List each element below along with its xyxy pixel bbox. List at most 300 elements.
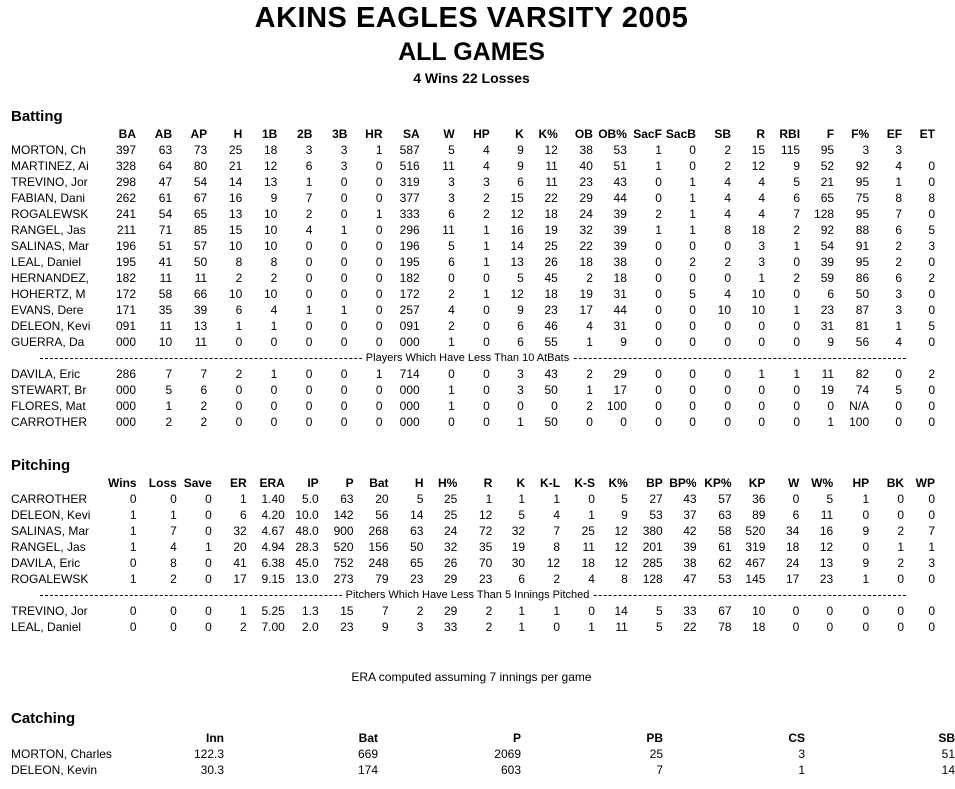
table-row [0, 398, 935, 414]
player-name: MARTINEZ, Ai [11, 159, 89, 173]
stat-cell: 10 [158, 335, 173, 349]
stat-cell: 0 [340, 255, 348, 269]
column-header: EF [886, 127, 903, 141]
stat-cell: 24 [785, 556, 800, 570]
stat-cell: 37 [683, 508, 697, 522]
stat-cell: 0 [655, 191, 662, 205]
stat-cell: 0 [895, 399, 903, 413]
table-row [0, 206, 935, 222]
separator-label: Players Which Have Less Than 10 AtBats [362, 352, 573, 364]
column-header: Loss [148, 476, 177, 490]
stat-cell: 50 [855, 287, 870, 301]
stat-cell: 262 [115, 191, 136, 205]
stat-cell: 3 [862, 143, 870, 157]
column-header: P [345, 476, 354, 490]
stat-cell: 196 [399, 239, 420, 253]
stat-cell: 52 [820, 159, 835, 173]
stat-cell: 0 [897, 492, 905, 506]
stat-cell: 17 [233, 572, 247, 586]
stat-cell: 0 [689, 303, 696, 317]
stat-cell: 5 [165, 383, 173, 397]
player-name: DELEON, Kevi [11, 319, 91, 333]
stat-cell: 30.3 [200, 763, 224, 777]
stat-cell: 81 [855, 319, 870, 333]
stat-cell: 19 [544, 223, 558, 237]
stat-cell: 5.0 [301, 492, 319, 506]
player-name: MORTON, Ch [11, 143, 86, 157]
stat-cell: 0 [655, 271, 662, 285]
stat-cell: 23 [340, 620, 354, 634]
stat-cell: 1 [586, 383, 593, 397]
stat-cell: 319 [745, 540, 766, 554]
stat-cell: 0 [862, 540, 870, 554]
stat-cell: 43 [613, 175, 627, 189]
stat-cell: 285 [642, 556, 663, 570]
batting-header-row [0, 126, 935, 142]
stat-cell: 11 [545, 159, 558, 173]
stat-cell: 3 [517, 383, 524, 397]
stat-cell: 1 [553, 492, 561, 506]
column-header: SA [403, 127, 420, 141]
stat-cell: 1 [655, 223, 662, 237]
pitching-table [0, 475, 935, 635]
stat-cell: 1 [895, 175, 903, 189]
stat-cell: 58 [158, 287, 173, 301]
stat-cell: 3 [340, 143, 348, 157]
stat-cell: 0 [340, 287, 348, 301]
era-note: ERA computed assuming 7 innings per game [351, 670, 592, 684]
stat-cell: 50 [544, 383, 558, 397]
stat-cell: 0 [793, 399, 801, 413]
stat-cell: 31 [613, 287, 627, 301]
stat-cell: 24 [579, 207, 593, 221]
stat-cell: 1 [170, 508, 177, 522]
stat-cell: 6 [827, 287, 835, 301]
stat-cell: 2 [793, 223, 801, 237]
column-header: BP [646, 476, 663, 490]
player-name: EVANS, Dere [11, 303, 84, 317]
player-name: DAVILA, Eric [11, 367, 81, 381]
stat-cell: 72 [478, 524, 493, 538]
stat-cell: 3 [340, 159, 348, 173]
stat-cell: 0 [758, 399, 765, 413]
table-row [0, 366, 935, 382]
stat-cell: 1 [448, 335, 455, 349]
stat-cell: 7 [553, 524, 561, 538]
stat-cell: 12 [263, 159, 278, 173]
stat-cell: 0 [862, 620, 870, 634]
stat-cell: 44 [613, 303, 627, 317]
stat-cell: 0 [375, 159, 383, 173]
stat-cell: 18 [613, 271, 627, 285]
stat-cell: 18 [263, 143, 278, 157]
stat-cell: 1 [375, 207, 383, 221]
stat-cell: 47 [158, 175, 173, 189]
stat-cell: 1 [129, 540, 137, 554]
column-header: Save [183, 476, 212, 490]
stat-cell: 54 [158, 207, 173, 221]
column-header: BA [118, 127, 136, 141]
column-header: W [787, 476, 800, 490]
table-row [0, 158, 935, 174]
stat-cell: 9 [517, 159, 524, 173]
table-row [0, 555, 935, 571]
stat-cell: 32 [511, 524, 526, 538]
column-header: Inn [206, 731, 224, 745]
stat-cell: 0 [928, 620, 935, 634]
stat-cell: 0 [483, 367, 490, 381]
column-header: SacB [665, 127, 696, 141]
column-header: PB [646, 731, 663, 745]
stat-cell: 5 [448, 143, 455, 157]
stat-cell: 0 [928, 572, 935, 586]
stat-cell: 171 [115, 303, 136, 317]
stat-cell: 35 [478, 540, 493, 554]
stat-cell: 1 [270, 319, 278, 333]
stat-cell: 0 [689, 159, 696, 173]
stat-cell: 0 [448, 271, 455, 285]
stat-cell: 11 [582, 540, 595, 554]
stat-cell: 1 [240, 492, 247, 506]
report-subtitle: ALL GAMES [398, 38, 545, 66]
stat-cell: 39 [613, 223, 627, 237]
column-header: HP [473, 127, 490, 141]
column-header: BK [886, 476, 905, 490]
stat-cell: 91 [855, 239, 870, 253]
stat-cell: 333 [399, 207, 420, 221]
stat-cell: 4.94 [261, 540, 285, 554]
column-header: K% [538, 127, 558, 141]
stat-cell: 2 [724, 255, 731, 269]
stat-cell: 88 [855, 223, 870, 237]
column-header: HR [365, 127, 383, 141]
stat-cell: 195 [399, 255, 420, 269]
stat-cell: 0 [375, 319, 383, 333]
stat-cell: 4 [895, 159, 903, 173]
stat-cell: 196 [115, 239, 136, 253]
stat-cell: 0 [305, 399, 313, 413]
stat-cell: 2 [485, 620, 493, 634]
stat-cell: 10 [228, 287, 243, 301]
stat-cell: 1 [235, 319, 243, 333]
stat-cell: 0 [129, 492, 137, 506]
stat-cell: 11 [442, 159, 455, 173]
stat-cell: 82 [855, 367, 870, 381]
stat-cell: 0 [655, 319, 662, 333]
stat-cell: 4 [270, 303, 278, 317]
column-header: H [414, 476, 424, 490]
stat-cell: 4 [895, 335, 903, 349]
stat-cell: 100 [606, 399, 627, 413]
stat-cell: 32 [444, 540, 458, 554]
stat-cell: 13 [193, 319, 208, 333]
stat-cell: 15 [510, 191, 524, 205]
stat-cell: 62 [718, 556, 732, 570]
stat-cell: 0 [483, 415, 490, 429]
stat-cell: 14 [941, 763, 955, 777]
stat-cell: 1 [588, 620, 595, 634]
stat-cell: 122.3 [193, 747, 224, 761]
stat-cell: 6 [448, 255, 455, 269]
stat-cell: 11 [821, 367, 835, 381]
stat-cell: 0 [205, 620, 212, 634]
stat-cell: 0 [305, 255, 313, 269]
stat-cell: 380 [642, 524, 663, 538]
stat-cell: 000 [399, 415, 420, 429]
stat-cell: 319 [399, 175, 420, 189]
stat-cell: 0 [724, 399, 731, 413]
stat-cell: 0 [340, 415, 348, 429]
stat-cell: 12 [510, 287, 524, 301]
stat-cell: 92 [820, 223, 835, 237]
stat-cell: 9 [621, 508, 628, 522]
table-row [0, 222, 935, 238]
column-header: BP% [669, 476, 697, 490]
stat-cell: 4 [724, 207, 731, 221]
player-name: MORTON, Charles [11, 747, 112, 761]
stat-cell: 18 [581, 556, 595, 570]
stat-cell: 0 [483, 335, 490, 349]
column-header: SacF [633, 127, 662, 141]
stat-cell: 115 [780, 143, 801, 157]
stat-cell: 0 [689, 239, 696, 253]
stat-cell: 22 [544, 191, 558, 205]
stat-cell: 2 [170, 572, 177, 586]
stat-cell: 18 [544, 287, 558, 301]
stat-cell: 0 [375, 383, 383, 397]
stat-cell: 296 [399, 223, 420, 237]
stat-cell: 1 [305, 175, 313, 189]
stat-cell: 0 [655, 335, 662, 349]
stat-cell: 2 [448, 319, 455, 333]
stat-cell: 9.15 [261, 572, 285, 586]
stat-cell: 1 [793, 303, 801, 317]
player-name: DELEON, Kevin [11, 763, 98, 777]
stat-cell: 17 [785, 572, 800, 586]
stat-cell: 0 [586, 415, 593, 429]
stat-cell: 39 [683, 540, 697, 554]
stat-cell: 0 [724, 319, 731, 333]
player-name: SALINAS, Mar [11, 524, 90, 538]
stat-cell: 1 [485, 492, 493, 506]
catching-heading: Catching [11, 710, 76, 727]
stat-cell: 30 [511, 556, 526, 570]
stat-cell: 8 [270, 255, 278, 269]
stat-cell: 0 [689, 335, 696, 349]
player-name: FLORES, Mat [11, 399, 86, 413]
stat-cell: 20 [375, 492, 389, 506]
pitching-heading: Pitching [11, 457, 71, 474]
stat-cell: 4 [483, 143, 490, 157]
stat-cell: 4 [724, 287, 731, 301]
stat-cell: 18 [785, 540, 800, 554]
column-header: AB [154, 127, 173, 141]
stat-cell: 195 [115, 255, 136, 269]
stat-cell: 2 [793, 271, 801, 285]
stat-cell: 8 [553, 540, 561, 554]
stat-cell: 3 [448, 191, 455, 205]
stat-cell: 2 [200, 415, 208, 429]
stat-cell: 1 [798, 763, 805, 777]
stat-cell: 0 [483, 319, 490, 333]
stat-cell [902, 142, 935, 158]
stat-cell: 0 [793, 415, 801, 429]
stat-cell: 80 [193, 159, 208, 173]
stat-cell: 67 [193, 191, 208, 205]
stat-cell: 17 [613, 383, 627, 397]
stat-cell: 50 [410, 540, 424, 554]
stat-cell: 0 [170, 620, 177, 634]
stat-cell: 29 [579, 191, 593, 205]
column-header: ERA [259, 476, 285, 490]
player-name: CARROTHER [11, 492, 88, 506]
stat-cell: 0 [235, 383, 243, 397]
stat-cell: 55 [544, 335, 558, 349]
stat-cell: 4 [553, 508, 561, 522]
column-header: HP [852, 476, 870, 490]
table-row [0, 619, 935, 635]
stat-cell: 13 [228, 207, 243, 221]
stat-cell: 25 [228, 143, 243, 157]
stat-cell: 201 [642, 540, 663, 554]
stat-cell: 5 [928, 319, 935, 333]
stat-cell: 8 [170, 556, 177, 570]
stat-cell: 1 [518, 620, 526, 634]
stat-cell: 39 [613, 239, 627, 253]
column-header: ER [230, 476, 247, 490]
stat-cell: 56 [855, 335, 870, 349]
stat-cell: 12 [544, 143, 558, 157]
stat-cell: 36 [752, 492, 766, 506]
stat-cell: 7 [170, 524, 177, 538]
stat-cell: 000 [399, 335, 420, 349]
stat-cell: 65 [193, 207, 208, 221]
stat-cell: 0 [553, 620, 561, 634]
stat-cell: 51 [941, 747, 955, 761]
stat-cell: 128 [814, 207, 835, 221]
stat-cell: 9 [862, 556, 870, 570]
stat-cell: 0 [340, 207, 348, 221]
stat-cell: 31 [820, 319, 835, 333]
table-row [0, 746, 955, 762]
column-header: W [443, 127, 455, 141]
stat-cell: 1 [758, 271, 765, 285]
stat-cell: 61 [158, 191, 173, 205]
stat-cell: 0 [793, 287, 801, 301]
column-header: R [483, 476, 493, 490]
column-header: 3B [332, 127, 348, 141]
stat-cell: 5 [518, 508, 526, 522]
stat-cell: 29 [613, 367, 627, 381]
stat-cell: 0 [689, 399, 696, 413]
stat-cell: 3 [305, 143, 313, 157]
stat-cell: 1 [895, 319, 903, 333]
stat-cell: 0 [793, 335, 801, 349]
stat-cell: 1 [270, 367, 278, 381]
stat-cell: 0 [340, 383, 348, 397]
stat-cell: 268 [368, 524, 389, 538]
stat-cell: 5 [928, 223, 935, 237]
stat-cell: 0 [928, 415, 935, 429]
stat-cell: 9 [381, 620, 389, 634]
stat-cell: 2 [483, 191, 490, 205]
stat-cell: 1 [518, 604, 526, 618]
stat-cell: 41 [158, 255, 173, 269]
column-header: F [826, 127, 835, 141]
stat-cell: 2 [305, 207, 313, 221]
stat-cell: 0 [689, 367, 696, 381]
column-header: K [516, 476, 526, 490]
stat-cell: 0 [724, 367, 731, 381]
stat-cell: 0 [340, 367, 348, 381]
stat-cell: 63 [718, 508, 732, 522]
stat-cell: 0 [655, 239, 662, 253]
stat-cell: 0 [689, 319, 696, 333]
stat-cell: 9 [517, 143, 524, 157]
stat-cell: 7.00 [261, 620, 285, 634]
stat-cell: 10.0 [295, 508, 319, 522]
stat-cell: 0 [483, 271, 490, 285]
stat-cell: 10 [263, 287, 278, 301]
stat-cell: 10 [751, 303, 765, 317]
stat-cell: 5 [517, 271, 524, 285]
stat-cell: 1 [483, 223, 490, 237]
stat-cell: 11 [615, 620, 628, 634]
player-name: ROGALEWSK [11, 207, 89, 221]
stat-cell: 1 [655, 143, 662, 157]
stat-cell: 9 [620, 335, 627, 349]
column-header: F% [851, 127, 870, 141]
stat-cell: 0 [928, 508, 935, 522]
stat-cell: 0 [758, 335, 765, 349]
stat-cell: 0 [483, 399, 490, 413]
stat-cell: 74 [855, 383, 870, 397]
player-name: GUERRA, Da [11, 335, 85, 349]
name-header [0, 475, 104, 491]
stat-cell: 128 [642, 572, 663, 586]
stat-cell: 47 [683, 572, 697, 586]
stat-cell: 1 [862, 572, 870, 586]
stat-cell: 2 [270, 271, 278, 285]
stat-cell: 0 [655, 383, 662, 397]
stat-cell: 6 [517, 175, 524, 189]
stat-cell: 4 [305, 223, 313, 237]
stat-cell: 2 [655, 207, 662, 221]
column-header: R [756, 127, 765, 141]
stat-cell: 58 [718, 524, 732, 538]
player-name: HERNANDEZ, [11, 271, 90, 285]
stat-cell: 1 [483, 239, 490, 253]
stat-cell: 603 [500, 763, 521, 777]
stat-cell: 000 [399, 399, 420, 413]
stat-cell: 11 [194, 335, 208, 349]
stat-cell: 34 [785, 524, 800, 538]
stat-cell: 9 [517, 303, 524, 317]
stat-cell: 10 [751, 287, 765, 301]
stat-cell: 0 [897, 604, 905, 618]
stat-cell: 257 [399, 303, 420, 317]
stat-cell: 0 [448, 415, 455, 429]
stat-cell: 1 [448, 383, 455, 397]
stat-cell: 5 [656, 604, 663, 618]
stat-cell: 53 [718, 572, 732, 586]
stat-cell: 0 [270, 415, 278, 429]
column-header: P [512, 731, 521, 745]
stat-cell: 26 [544, 255, 558, 269]
stat-cell: 2 [553, 572, 561, 586]
column-header: SB [938, 731, 955, 745]
pitching-header-row [0, 475, 935, 491]
